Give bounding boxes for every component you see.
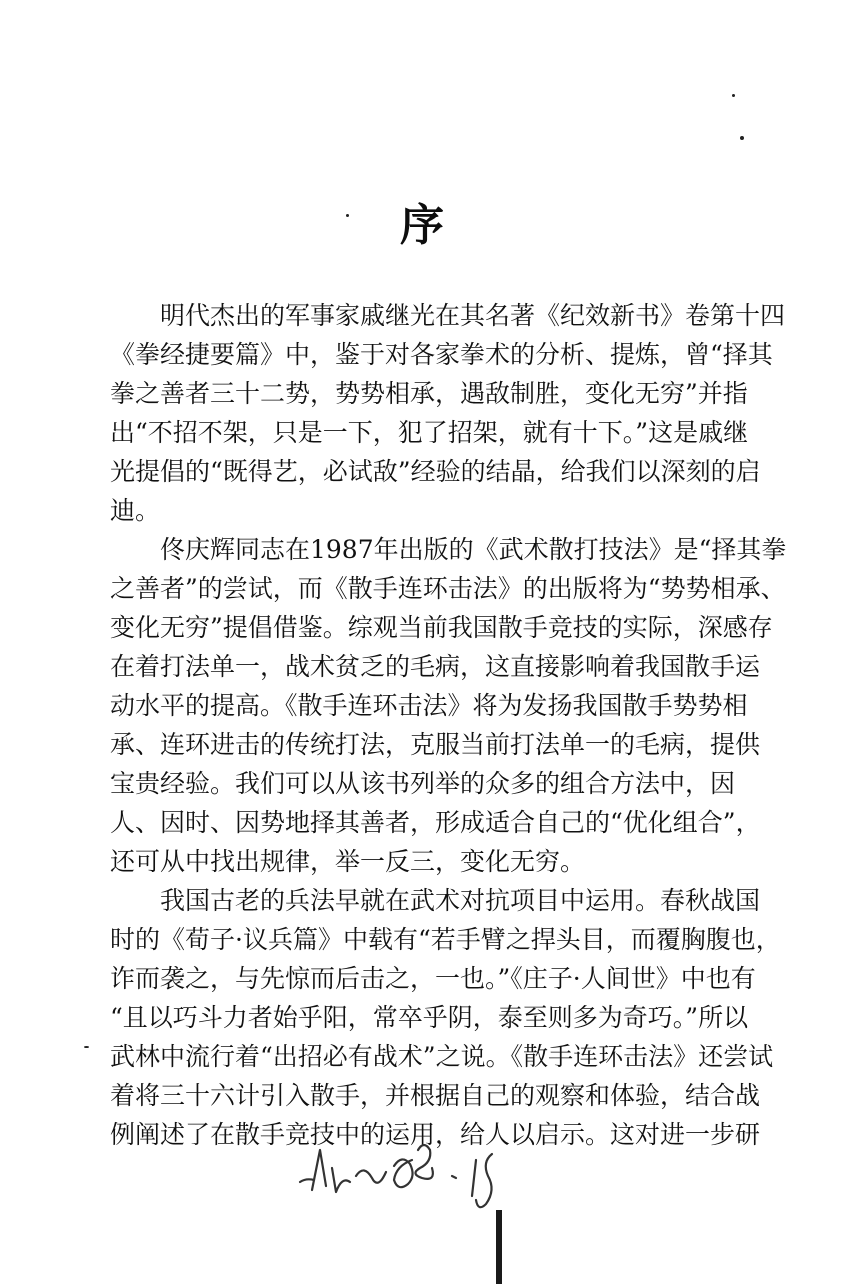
- text-line: 时的《荀子·议兵篇》中载有“若手臂之捍头目，而覆胸腹也，: [110, 925, 781, 954]
- text-line: 例阐述了在散手竞技中的运用，给人以启示。这对进一步研: [110, 1120, 761, 1149]
- text-line: 在着打法单一，战术贫乏的毛病，这直接影响着我国散手运: [110, 652, 761, 681]
- text-line: 《拳经捷要篇》中，鉴于对各家拳术的分析、提炼，曾“择其: [110, 340, 773, 369]
- text-line: 之善者”的尝试，而《散手连环击法》的出版将为“势势相承、: [110, 574, 786, 603]
- text-line: 我国古老的兵法早就在武术对抗项目中运用。春秋战国: [160, 886, 761, 915]
- scan-speck: [84, 1046, 89, 1048]
- handwritten-signature: [292, 1120, 532, 1220]
- text-line: 承、连环进击的传统打法，克服当前打法单一的毛病，提供: [110, 730, 761, 759]
- text-line: 诈而袭之，与先惊而后击之，一也。”《庄子·人间世》中也有: [110, 964, 756, 993]
- scan-speck: [732, 94, 735, 97]
- text-line: 着将三十六计引入散手，并根据自己的观察和体验，结合战: [110, 1081, 761, 1110]
- text-line: 拳之善者三十二势，势势相承，遇敌制胜，变化无穷”并指: [110, 379, 748, 408]
- scan-speck: [346, 214, 349, 217]
- text-line: 动水平的提高。《散手连环击法》将为发扬我国散手势势相: [110, 691, 748, 720]
- scan-speck: [740, 136, 744, 140]
- text-line: “且以巧斗力者始乎阳，常卒乎阴，泰至则多为奇巧。”所以: [110, 1003, 749, 1032]
- text-line: 人、因时、因势地择其善者，形成适合自己的“优化组合”，: [110, 808, 761, 837]
- page-title: 序: [400, 200, 444, 251]
- text-line: 宝贵经验。我们可以从该书列举的众多的组合方法中，因: [110, 769, 736, 798]
- text-line: 武林中流行着“出招必有战术”之说。《散手连环击法》还尝试: [110, 1042, 774, 1071]
- text-line: 迪。: [110, 496, 161, 525]
- text-line: 明代杰出的军事家戚继光在其名著《纪效新书》卷第十四: [160, 301, 786, 330]
- text-line: 还可从中找出规律，举一反三，变化无穷。: [110, 847, 586, 876]
- text-line: 佟庆辉同志在1987年出版的《武术散打技法》是“择其拳: [160, 535, 787, 564]
- text-line: 变化无穷”提倡借鉴。综观当前我国散手竞技的实际，深感存: [110, 613, 773, 642]
- text-line: 光提倡的“既得艺，必试敌”经验的结晶，给我们以深刻的启: [110, 457, 761, 486]
- text-line: 出“不招不架，只是一下，犯了招架，就有十下。”这是戚继: [110, 418, 749, 447]
- preface-body: [110, 296, 787, 1154]
- scan-edge-mark: [496, 1210, 502, 1284]
